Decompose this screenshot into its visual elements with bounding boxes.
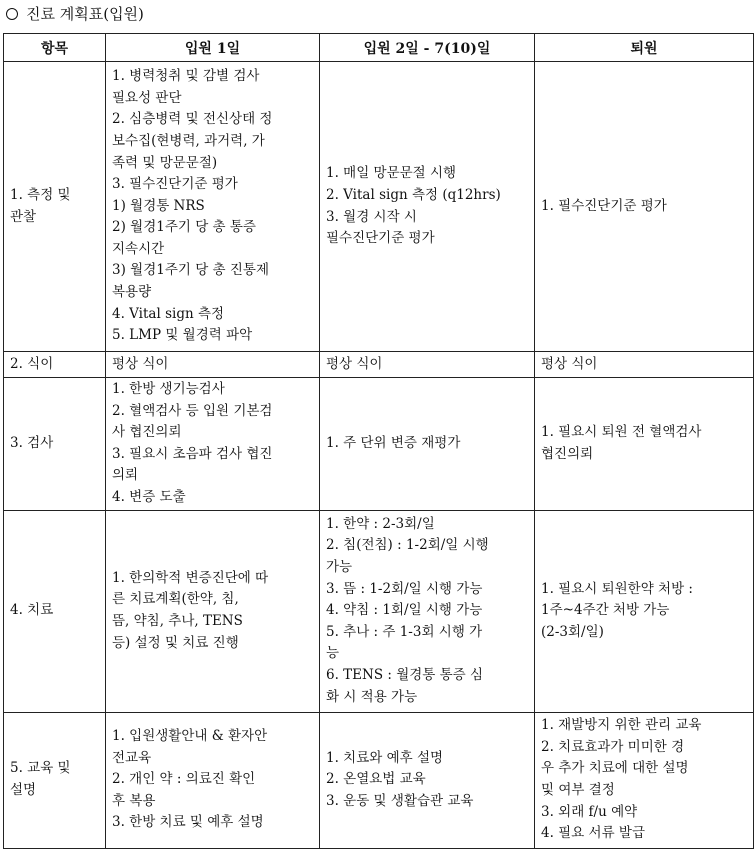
cell-line: 1. 한방 생기능검사 (112, 381, 225, 397)
cell-line: 1. 한약 : 2-3회/일 (326, 515, 435, 532)
cell-line: 의뢰 (112, 467, 139, 484)
day2-7-cell (320, 62, 535, 352)
cell-line: 3. 검사 (10, 434, 54, 451)
cell-line: 4. 약침 : 1회/일 시행 가능 (326, 602, 483, 619)
cell-line: 2. 식이 (10, 355, 54, 372)
cell-line: 2. 침(전침) : 1-2회/일 시행 (326, 537, 489, 554)
cell-line: 2. 온열요법 교육 (326, 771, 426, 788)
header-day1: 입원 1일 (106, 34, 320, 62)
cell-line: 3. 뜸 : 1-2회/일 시행 가능 (326, 580, 483, 597)
cell-line: 1. 매일 망문문절 시행 (326, 165, 457, 182)
row-item-cell (4, 510, 106, 712)
cell-line: (2-3회/일) (541, 623, 604, 640)
cell-line: 가능 (326, 559, 353, 576)
cell-line: 사 협진의뢰 (112, 424, 182, 441)
header-discharge: 퇴원 (535, 34, 754, 62)
table-header-row (4, 34, 754, 62)
table-row (4, 352, 754, 378)
cell-line: 복용량 (112, 284, 152, 301)
cell-line: 1. 병력청취 및 감별 검사 (112, 68, 260, 85)
cell-line: 4. 치료 (10, 602, 54, 619)
cell-line: 지속시간 (112, 240, 165, 257)
cell-line: 1. 주 단위 변증 재평가 (326, 434, 461, 451)
day1-cell (106, 712, 320, 848)
row-item-cell (4, 712, 106, 848)
cell-line: 우 추가 치료에 대한 설명 (541, 760, 689, 777)
day1-cell (106, 510, 320, 712)
cell-line: 화 시 적용 가능 (326, 688, 418, 705)
row-item-cell (4, 62, 106, 352)
day2-7-cell (320, 510, 535, 712)
cell-line: 필수진단기준 평가 (326, 230, 435, 247)
day1-cell (106, 62, 320, 352)
cell-line: 2) 월경1주기 당 총 통증 (112, 219, 256, 236)
cell-line: 1. 입원생활안내 & 환자안 (112, 728, 268, 745)
cell-line: 관찰 (10, 208, 37, 225)
table-row (4, 510, 754, 712)
cell-line: 1주~4주간 처방 가능 (541, 602, 670, 619)
cell-line: 2. 혈액검사 등 입원 기본검 (112, 402, 273, 419)
cell-line: 등) 설정 및 치료 진행 (112, 634, 239, 651)
cell-line: 1. 필요시 퇴원한약 처방 : (541, 580, 693, 597)
cell-line: 3. 한방 치료 및 예후 설명 (112, 814, 264, 831)
row-item-cell (4, 352, 106, 378)
cell-line: 4. 필요 서류 발급 (541, 825, 645, 842)
day2-7-cell (320, 712, 535, 848)
cell-line: 1. 필요시 퇴원 전 혈액검사 (541, 424, 702, 441)
cell-line: 1) 월경통 NRS (112, 197, 205, 214)
cell-line: 5. 추나 : 주 1-3회 시행 가 (326, 623, 483, 640)
header-item: 항목 (4, 34, 106, 62)
cell-line: 5. LMP 및 월경력 파악 (112, 327, 253, 344)
cell-line: 1. 측정 및 (10, 186, 71, 203)
cell-line: 필요성 판단 (112, 89, 182, 106)
cell-line: 1. 치료와 예후 설명 (326, 749, 444, 766)
cell-line: 3. 운동 및 생활습관 교육 (326, 792, 474, 809)
cell-line: 6. TENS : 월경통 통증 심 (326, 667, 484, 684)
treatment-plan-table (3, 33, 754, 849)
circle-bullet-icon (6, 8, 18, 20)
discharge-cell (535, 712, 754, 848)
day1-cell (106, 378, 320, 511)
cell-line: 능 (326, 645, 340, 662)
cell-line: 3. 월경 시작 시 (326, 208, 417, 225)
cell-line: 전교육 (112, 749, 152, 766)
page-title (6, 3, 144, 25)
cell-line: 및 여부 결정 (541, 782, 615, 799)
cell-line: 1. 필수진단기준 평가 (541, 197, 667, 214)
table-row (4, 378, 754, 511)
discharge-cell (535, 62, 754, 352)
day2-7-cell (320, 352, 535, 378)
cell-line: 평상 식이 (541, 355, 598, 372)
cell-line: 설명 (10, 782, 37, 799)
cell-line: 3. 외래 f/u 예약 (541, 803, 638, 820)
day2-7-cell (320, 378, 535, 511)
cell-line: 보수집(현병력, 과거력, 가 (112, 132, 265, 149)
header-day2-7: 입원 2일 - 7(10)일 (320, 34, 535, 62)
cell-line: 른 치료계획(한약, 침, (112, 591, 239, 608)
cell-line: 후 복용 (112, 792, 156, 809)
table-row (4, 712, 754, 848)
table-row (4, 62, 754, 352)
cell-line: 평상 식이 (326, 355, 383, 372)
cell-line: 3. 필요시 초음파 검사 협진 (112, 445, 273, 462)
cell-line: 2. 개인 약 : 의료진 확인 (112, 771, 256, 788)
cell-line: 2. Vital sign 측정 (q12hrs) (326, 186, 501, 203)
cell-line: 1. 한의학적 변증진단에 따 (112, 569, 269, 586)
cell-line: 3) 월경1주기 당 총 진통제 (112, 262, 269, 279)
cell-line: 족력 및 망문문절) (112, 154, 218, 171)
row-item-cell (4, 378, 106, 511)
discharge-cell (535, 352, 754, 378)
cell-line: 뜸, 약침, 추나, TENS (112, 613, 243, 630)
cell-line: 협진의뢰 (541, 445, 594, 462)
cell-line: 5. 교육 및 (10, 760, 71, 777)
cell-line: 3. 필수진단기준 평가 (112, 176, 238, 193)
cell-line: 4. 변증 도출 (112, 488, 186, 505)
cell-line: 4. Vital sign 측정 (112, 305, 225, 322)
page-title-text: 진료 계획표(입원) (26, 5, 144, 23)
day1-cell (106, 352, 320, 378)
cell-line: 2. 심층병력 및 전신상태 정 (112, 111, 273, 128)
discharge-cell (535, 378, 754, 511)
cell-line: 평상 식이 (112, 355, 169, 372)
cell-line: 1. 재발방지 위한 관리 교육 (541, 717, 702, 734)
cell-line: 2. 치료효과가 미미한 경 (541, 738, 685, 755)
discharge-cell (535, 510, 754, 712)
